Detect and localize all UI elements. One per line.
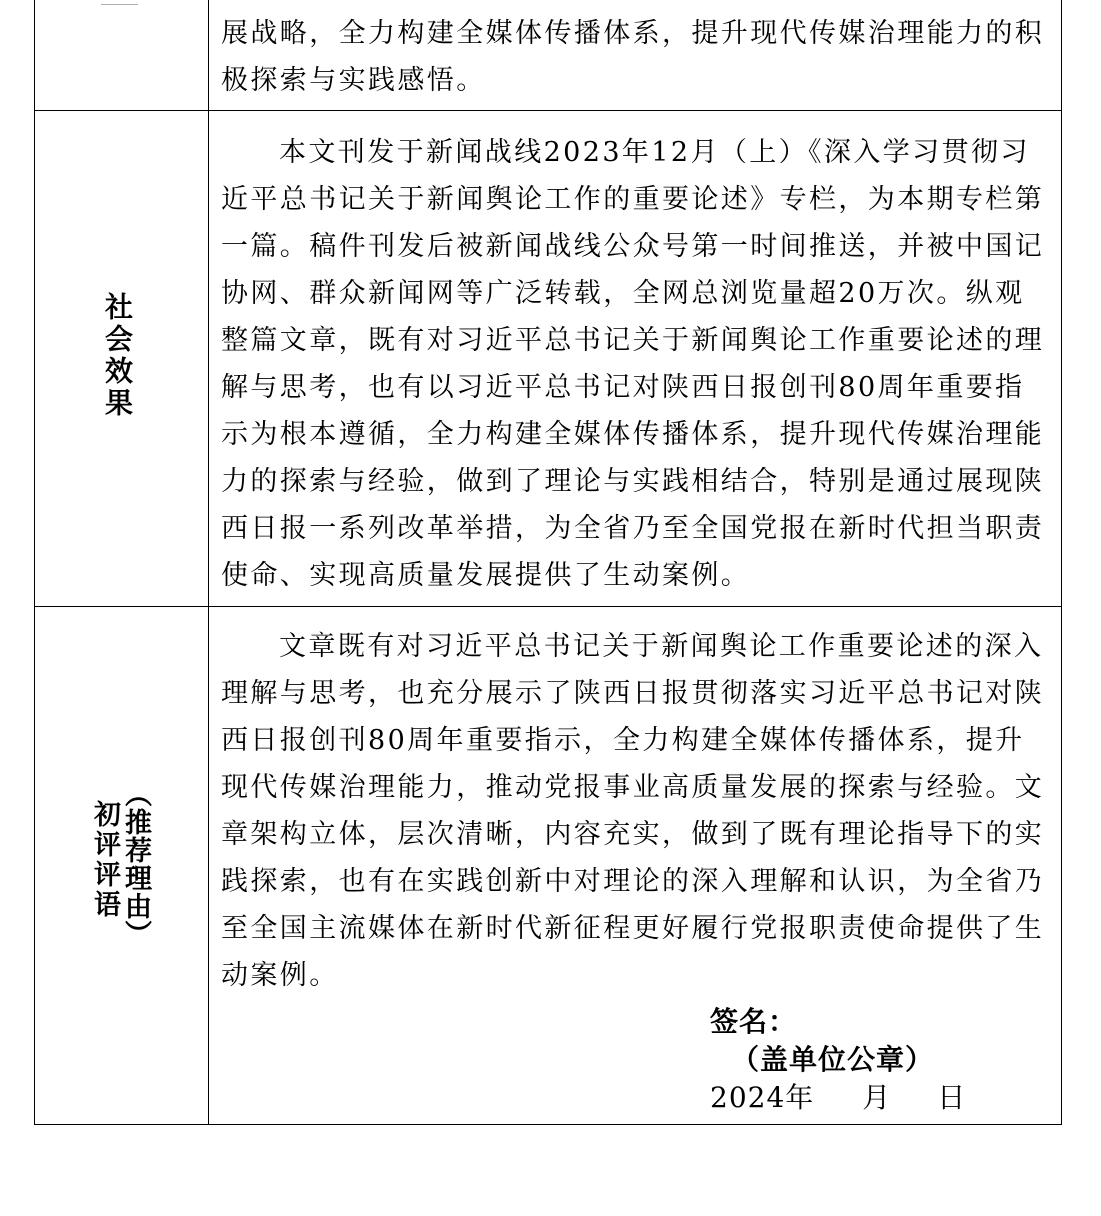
row-1-content xyxy=(221,10,1049,104)
date-month: 月 xyxy=(862,1081,892,1114)
row-1-paragraph: 展战略，全力构建全媒体传播体系，提升现代传媒治理能力的积极探索与实践感悟。 xyxy=(221,18,1045,96)
table-border-right xyxy=(1061,0,1062,1125)
recommend-reason-label: （推荐理由） xyxy=(120,780,151,948)
social-effect-label: 社会效果 xyxy=(101,292,134,420)
table-column-divider xyxy=(208,0,209,1125)
date-day: 日 xyxy=(937,1081,967,1114)
date-line xyxy=(710,1076,966,1116)
initial-review-label: 初评评语 xyxy=(89,800,120,920)
table-border-left xyxy=(34,0,35,1125)
review-table xyxy=(34,0,1062,1125)
initial-review-paragraph: 文章既有对习近平总书记关于新闻舆论工作重要论述的深入理解与思考，也充分展示了陕西日报贯彻落实习近平总书记对陕西日报创刊80周年重要指示，全力构建全媒体传播体系，提升现代传媒治理能力，推动党报事业高质量发展的探索与经验。文章架构立体，层次清晰，内容充实，做到了既有理论指导下的实践探索，也有在实践创新中对理论的深入理解和认识，为全省乃至全国主流媒体在新时代新征程更好履行党报职责使命提供了生动案例。 xyxy=(221,631,1045,991)
row-divider-2 xyxy=(34,606,1062,607)
social-effect-paragraph: 本文刊发于新闻战线2023年12月（上）《深入学习贯彻习近平总书记关于新闻舆论工作的重要论述》专栏，为本期专栏第一篇。稿件刊发后被新闻战线公众号第一时间推送，并被中国记协网、群众新闻网等广泛转载，全网总浏览量超20万次。纵观整篇文章，既有对习近平总书记关于新闻舆论工作重要论述的理解与思考，也有以习近平总书记对陕西日报创刊80周年重要指示为根本遵循，全力构建全媒体传播体系，提升现代传媒治理能力的探索与经验，做到了理论与实践相结合，特别是通过展现陕西日报一系列改革举措，为全省乃至全国党报在新时代担当职责使命、实现高质量发展提供了生动案例。 xyxy=(221,137,1045,591)
seal-label: （盖单位公章） xyxy=(731,1043,935,1076)
initial-review-content xyxy=(221,623,1049,999)
top-edge-mark xyxy=(101,0,138,5)
date-year: 2024年 xyxy=(710,1081,815,1114)
social-effect-content xyxy=(221,129,1049,599)
row-divider-1 xyxy=(34,110,1062,111)
table-border-bottom xyxy=(34,1124,1062,1125)
signature-label: 签名： xyxy=(710,1005,798,1038)
